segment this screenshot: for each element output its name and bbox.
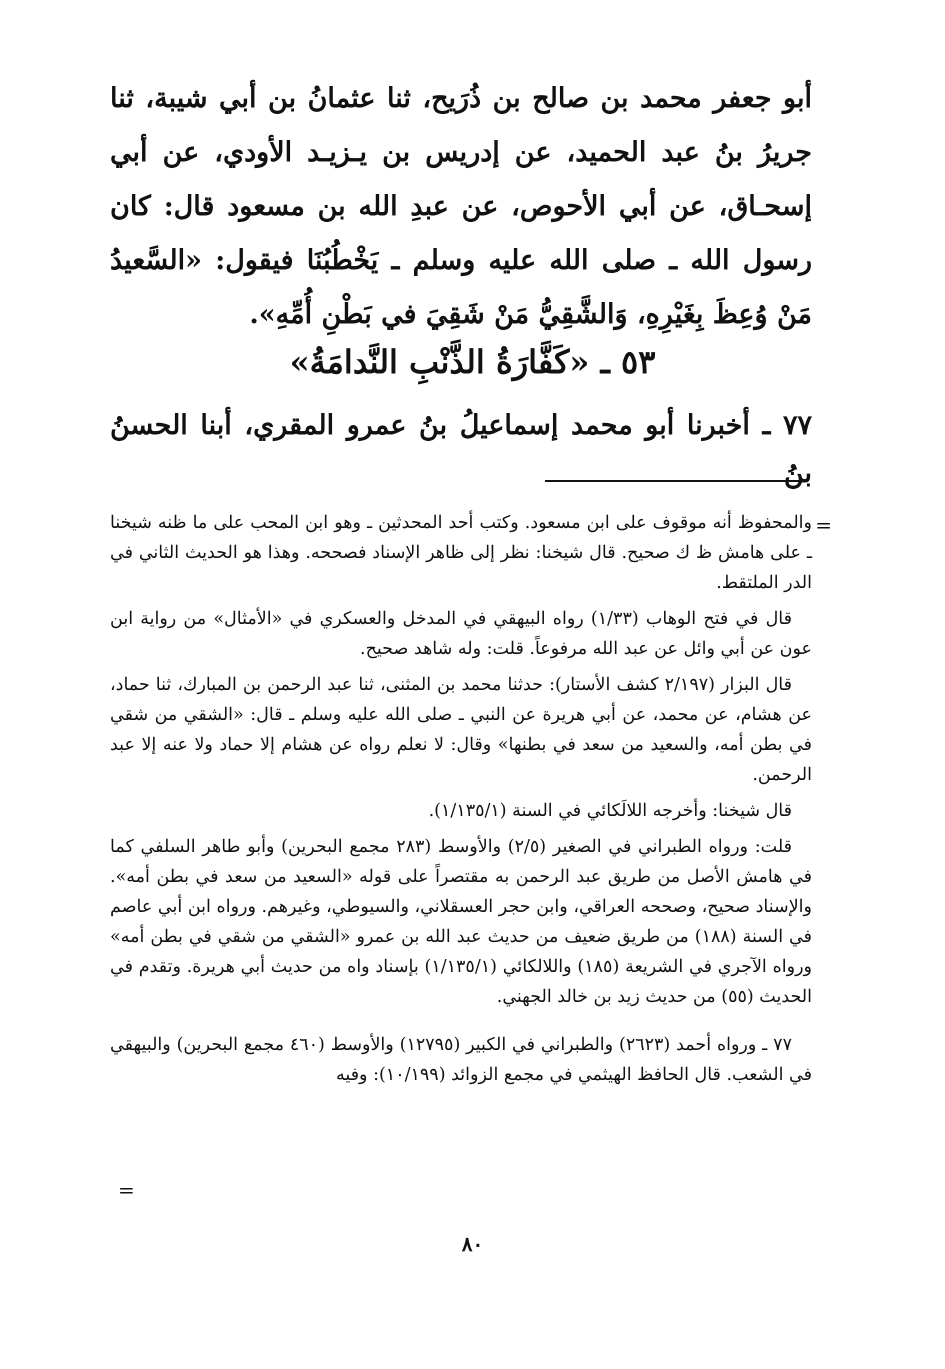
footnote-paragraph-5: قلت: ورواه الطبراني في الصغير (٢/٥) والأوسط (٢٨٣ مجمع البحرين) وأبو طاهر السلفي كما في هامش الأصل من طريق عبد الرحمن به مقتصراً على قوله «السعيد من سعد في بطن أمه». والإسناد صحيح، وصححه العراقي، وابن حجر العسقلاني، والسيوطي، وغيرهم. ورواه ابن أبي عاصم في السنة (١٨٨) من طريق ضعيف من حديث عبد الله بن عمرو «الشقي من شقي في بطن أمه» ورواه الآجري في الشريعة (١٨٥) واللالكائي (١/١٣٥/١) بإسناد واه من حديث أبي هريرة. وتقدم في الحديث (٥٥) من حديث زيد بن خالد الجهني. [110, 837, 812, 1007]
footnote-paragraph-2: قال في فتح الوهاب (١/٣٣) رواه البيهقي في المدخل والعسكري في «الأمثال» من رواية ابن عون عن أبي وائل عن عبد الله مرفوعاً. قلت: وله شاهد صحيح. [110, 609, 812, 659]
footnote-continuation-marker-bottom: = [118, 1178, 135, 1202]
footnote-continuation-marker-top: = [815, 513, 832, 537]
section-heading: ٥٣ ـ «كَفَّارَةُ الذَّنْبِ النَّدامَةُ» [289, 343, 656, 381]
hadith-77-block [110, 402, 812, 498]
footnote-paragraph-4: قال شيخنا: وأخرجه اللالَكائي في السنة (١/١٣٥/١). [428, 801, 792, 821]
footnote-paragraph-77: ٧٧ ـ ورواه أحمد (٢٦٢٣) والطبراني في الكبير (١٢٧٩٥) والأوسط (٤٦٠ مجمع البحرين) والبيهقي في الشعب. قال الحافظ الهيثمي في مجمع الزوائد (١٠/١٩٩): وفيه [110, 1035, 812, 1085]
footnotes-block [110, 508, 812, 1096]
hadith-76-text: أبو جعفر محمد بن صالح بن ذُرَيح، ثنا عثمانُ بن أبي شيبة، ثنا جريرُ بنُ عبد الحميد، عن إدريس بن يـزيـد الأودي، عن أبي إسحـاق، عن أبي الأحوص، عن عبدِ الله بن مسعود قال: كان رسول الله ـ صلى الله عليه وسلم ـ يَخْطُبُنَا فيقول: «السَّعيدُ مَنْ وُعِظَ بِغَيْرِهِ، وَالشَّقِيُّ مَنْ شَقِيَ في بَطْنِ أُمِّهِ». [110, 83, 812, 330]
main-text-block [110, 72, 812, 342]
footnote-paragraph-1: والمحفوظ أنه موقوف على ابن مسعود. وكتب أحد المحدثين ـ وهو ابن المحب على ما ظنه شيخنا ـ على هامش ظ ك صحيح. قال شيخنا: نظر إلى ظاهر الإسناد فصححه. وهذا هو الحديث الثاني في الدر الملتقط. [110, 513, 812, 593]
footnote-separator [545, 480, 807, 482]
footnote-paragraph-3: قال البزار (٢/١٩٧ كشف الأستار): حدثنا محمد بن المثنى، ثنا عبد الرحمن بن المبارك، ثنا حماد، عن هشام، عن محمد، عن أبي هريرة عن النبي ـ صلى الله عليه وسلم ـ قال: «الشقي من شقي في بطن أمه، والسعيد من سعد في بطنها» وقال: لا نعلم رواه عن هشام إلا حماد ولا عنه إلا عبد الرحمن. [110, 675, 812, 785]
page-number: ٨٠ [461, 1232, 484, 1256]
hadith-77-text: ٧٧ ـ أخبرنا أبو محمد إسماعيلُ بنُ عمرو المقري، أبنا الحسنُ بنُ [110, 410, 812, 489]
